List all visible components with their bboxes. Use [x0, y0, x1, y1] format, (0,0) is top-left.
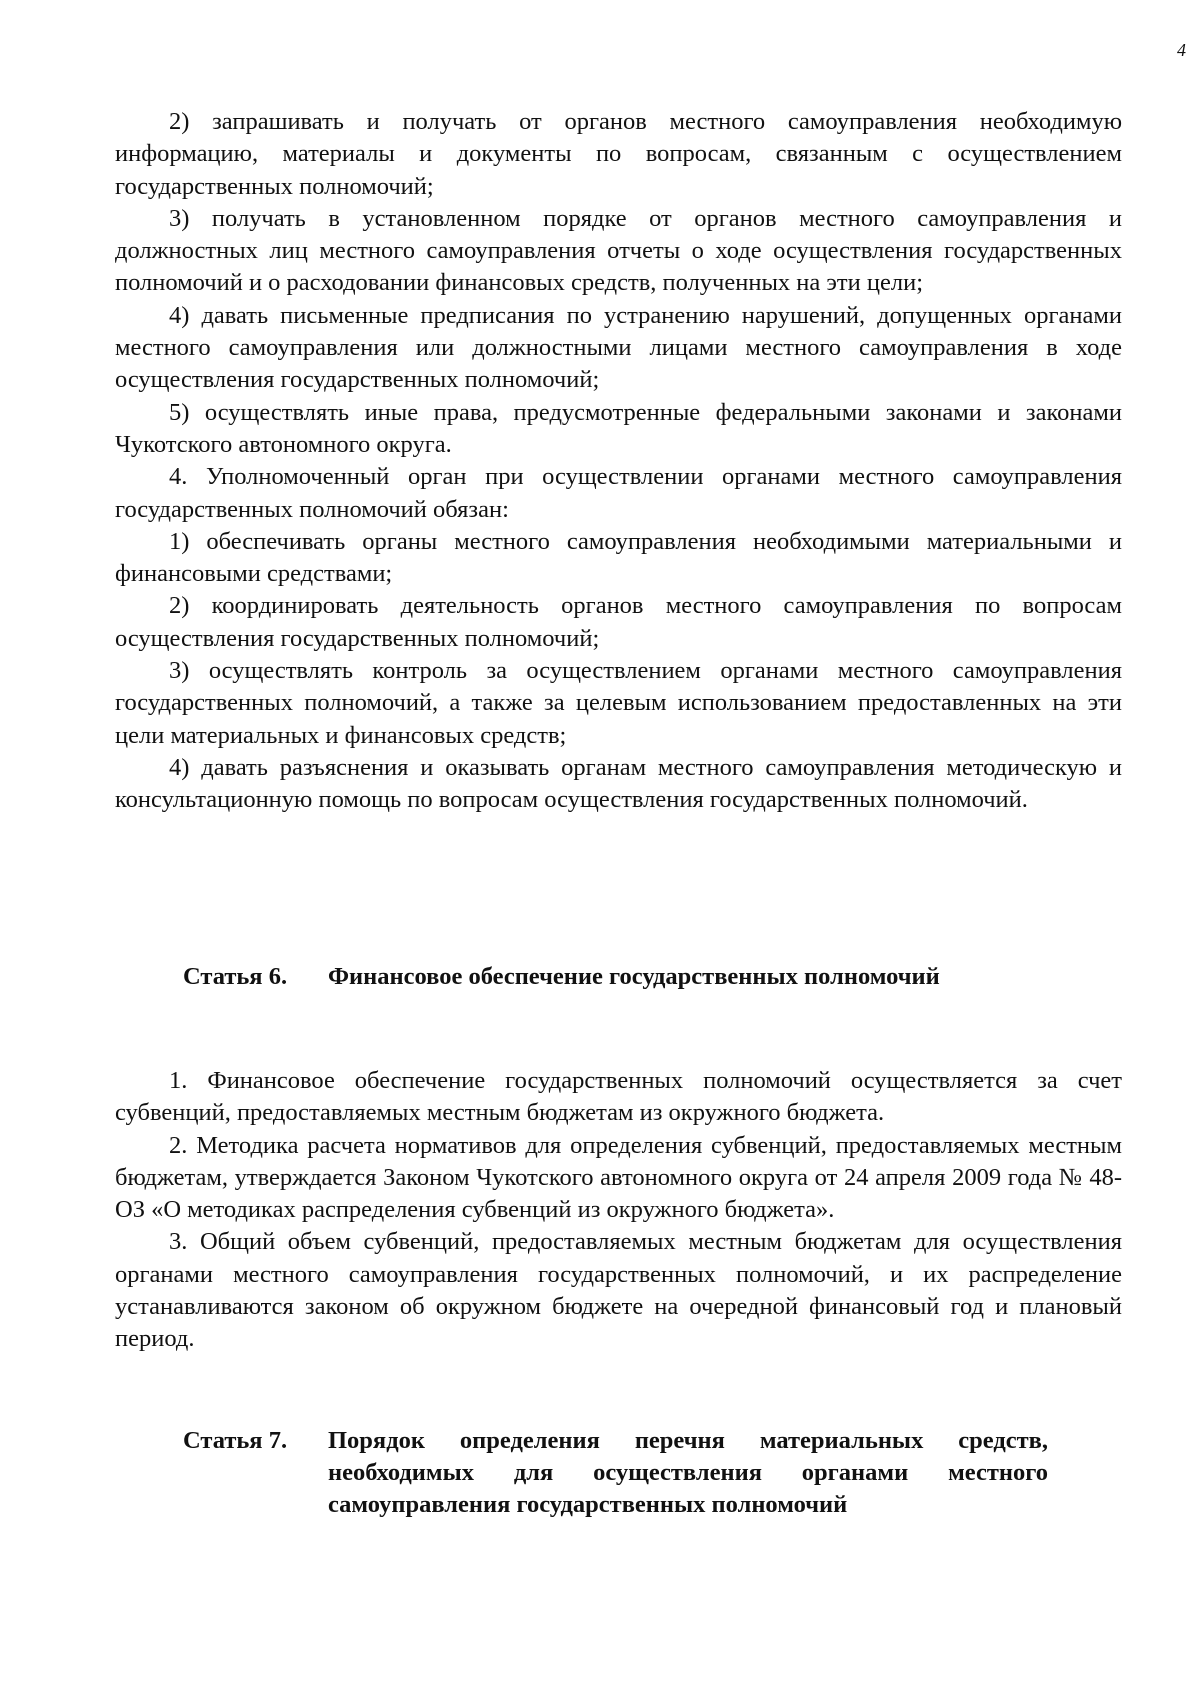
rights-and-duties-section [115, 106, 1122, 817]
paragraph: 1) обеспечивать органы местного самоуправления необходимыми материальными и финансовыми средствами; [115, 527, 1122, 588]
paragraph: 4) давать разъяснения и оказывать органам местного самоуправления методическую и консультационную помощь по вопросам осуществления государственных полномочий. [115, 753, 1122, 814]
article-6-title: Финансовое обеспечение государственных полномочий [328, 963, 940, 990]
paragraph: 3) осуществлять контроль за осуществлением органами местного самоуправления государственных полномочий, а также за целевым использованием предоставленных на эти цели материальных и финансовых средств; [115, 657, 1122, 749]
paragraph: 4) давать письменные предписания по устранению нарушений, допущенных органами местного самоуправления или должностными лицами местного самоуправления в ходе осуществления государственных полномочий; [115, 301, 1122, 394]
article-7-title: Порядок определения перечня материальных средств, необходимых для осуществления органами местного самоуправления государственных полномочий [328, 1427, 1048, 1518]
page-number: 4 [1177, 40, 1186, 60]
paragraph: 3. Общий объем субвенций, предоставляемых местным бюджетам для осуществления органами местного самоуправления государственных полномочий, и их распределение устанавливаются законом об окружном бюджете на очередной финансовый год и плановый период. [115, 1228, 1122, 1353]
article-7-label: Статья 7. [183, 1427, 288, 1454]
paragraph: 3) получать в установленном порядке от органов местного самоуправления и должностных лиц местного самоуправления отчеты о ходе осуществления государственных полномочий и о расходовании финансовых средств, полученных на эти цели; [115, 204, 1122, 297]
article-6-label: Статья 6. [183, 963, 288, 990]
paragraph: 2) запрашивать и получать от органов местного самоуправления необходимую информацию, материалы и документы по вопросам, связанным с осуществлением государственных полномочий; [115, 108, 1122, 200]
paragraph: 4. Уполномоченный орган при осуществлении органами местного самоуправления государственных полномочий обязан: [115, 463, 1122, 523]
paragraph: 1. Финансовое обеспечение государственных полномочий осуществляется за счет субвенций, предоставляемых местным бюджетам из окружного бюджета. [115, 1067, 1122, 1127]
article-6-body [115, 1065, 1122, 1356]
paragraph: 2. Методика расчета нормативов для определения субвенций, предоставляемых местным бюджетам, утверждается Законом Чукотского автономного округа от 24 апреля 2009 года № 48-ОЗ «О методиках распределения субвенций из окружного бюджета». [115, 1131, 1122, 1224]
paragraph: 5) осуществлять иные права, предусмотренные федеральными законами и законами Чукотского автономного округа. [115, 398, 1122, 458]
paragraph: 2) координировать деятельность органов местного самоуправления по вопросам осуществления государственных полномочий; [115, 592, 1122, 652]
